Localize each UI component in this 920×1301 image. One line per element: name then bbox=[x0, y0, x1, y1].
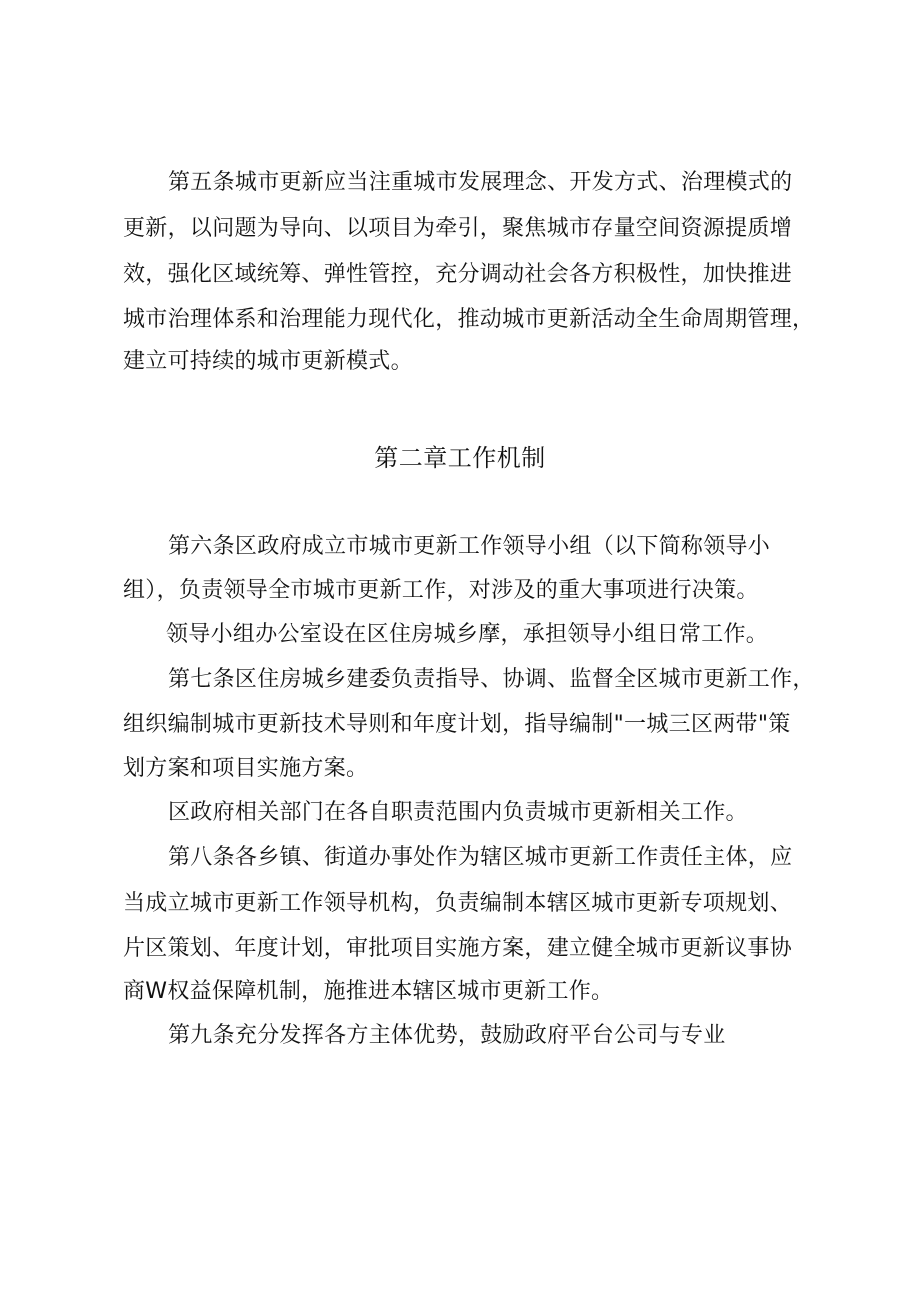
article-7-line-3: 划方案和项目实施方案。 bbox=[123, 756, 369, 781]
article-5-line-4: 城市治理体系和治理能力现代化，推动城市更新活动全生命周期管理， bbox=[123, 307, 815, 332]
article-6-paragraph-2: 领导小组办公室设在区住房城乡摩，承担领导小组日常工作。 bbox=[166, 622, 769, 647]
article-6-line-2: 组），负责领导全市城市更新工作，对涉及的重大事项进行决策。 bbox=[123, 578, 759, 603]
article-8-line-2: 当成立城市更新工作领导机构，负责编制本辖区城市更新专项规划、 bbox=[123, 891, 793, 916]
article-7-paragraph-2: 区政府相关部门在各自职责范围内负责城市更新相关工作。 bbox=[168, 800, 748, 825]
article-7-line-1: 第七条区住房城乡建委负责指导、协调、监督全区城市更新工作， bbox=[168, 667, 815, 692]
article-7-line-2: 组织编制城市更新技术导则和年度计划，指导编制"一城三区两带"策 bbox=[123, 712, 791, 737]
article-5-line-5: 建立可持续的城市更新模式。 bbox=[123, 349, 413, 374]
article-5-line-2: 更新，以问题为导向、以项目为牵引，聚焦城市存量空间资源提质增 bbox=[123, 216, 793, 241]
article-8-line-3: 片区策划、年度计划，审批项目实施方案，建立健全城市更新议事协 bbox=[123, 936, 793, 961]
article-5-line-3: 效，强化区域统筹、弹性管控，充分调动社会各方积极性，加快推进 bbox=[123, 262, 793, 287]
article-8-line-4: 商W权益保障机制，施推进本辖区城市更新工作。 bbox=[123, 979, 614, 1004]
article-9-line-1: 第九条充分发挥各方主体优势，鼓励政府平台公司与专业 bbox=[168, 1023, 726, 1048]
article-8-line-1: 第八条各乡镇、街道办事处作为辖区城市更新工作责任主体，应 bbox=[168, 845, 793, 870]
article-5-line-1: 第五条城市更新应当注重城市发展理念、开发方式、治理模式的 bbox=[168, 170, 793, 195]
article-6-line-1: 第六条区政府成立市城市更新工作领导小组（以下简称领导小 bbox=[168, 534, 771, 559]
chapter-2-title: 第二章工作机制 bbox=[374, 444, 546, 472]
